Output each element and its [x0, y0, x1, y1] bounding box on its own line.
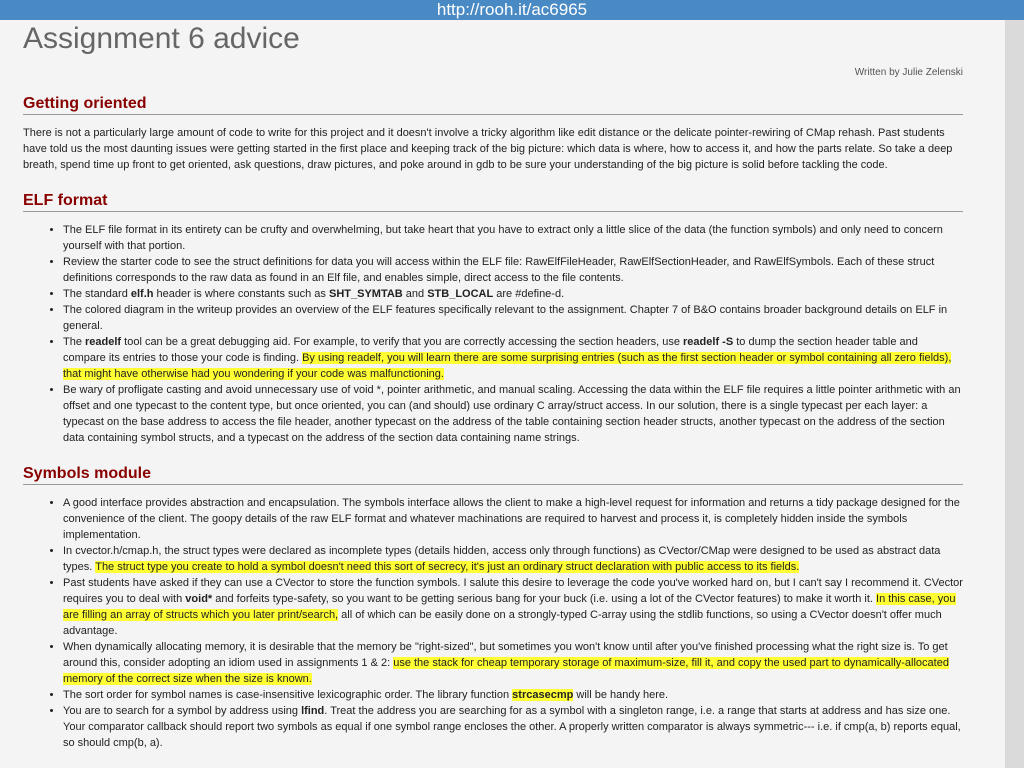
text-run: will be handy here.	[573, 689, 669, 701]
highlighted-text: In this case, you are filling an array of structs which you later print/search,	[63, 593, 956, 621]
text-run: header is where constants such as	[153, 288, 329, 300]
text-run: . Treat the address you are searching for as a symbol with a singleton range, i.e. a range that starts at address and has size one. Your comparator callback should report two symbols as equal if one symbol range encloses the other. A properly written comparator is always symmetric--- i.e. if cmp(a, b) reports equal, so should cmp(b, a).	[63, 705, 961, 749]
code-elf-h: elf.h	[130, 288, 154, 300]
list-item	[63, 495, 963, 543]
url-banner[interactable]	[0, 0, 1024, 20]
text-run: In cvector.h/cmap.h, the struct types were declared as incomplete types (details hidden, access only through functions) as CVector/CMap were designed to be used as abstract data types.	[63, 545, 941, 573]
code-readelf: readelf	[85, 336, 122, 348]
heading-getting-oriented: Getting oriented	[23, 94, 963, 115]
highlighted-text: use the stack for cheap temporary storage of maximum-size, fill it, and copy the used part to dynamically-allocated memory of the correct size when the size is known.	[63, 657, 949, 685]
elf-bullet-2: Review the starter code to see the struct definitions for data you will access within the ELF file: RawElfFileHeader, RawElfSectionHeader, and RawElfSymbols. Each of these struct definitions corresponds to the raw data as found in an Elf file, and enables simple, direct access to the file contents.	[63, 256, 935, 284]
code-stb-local: STB_LOCAL	[427, 288, 494, 300]
list-item	[63, 543, 963, 575]
list-item	[63, 334, 963, 382]
list-item	[63, 639, 963, 687]
code-sht-symtab: SHT_SYMTAB	[328, 288, 403, 300]
elf-bullet-6: Be wary of profligate casting and avoid unnecessary use of void *, pointer arithmetic, and manual scaling. Accessing the data within the ELF file requires a little pointer arithmetic with an offset and one typecast to the content type, but once oriented, you can (and should) use ordinary C array/struct access. In our solution, there is a single typecast per each layer: a typecast on the base address to access the file header, another typecast on the address of the table containing section header structs, another typecast on the address of the section data containing symbol structs, and a typecast on the address of the section data containing name strings.	[63, 384, 961, 444]
list-item	[63, 222, 963, 254]
text-run: and	[402, 288, 428, 300]
text-run: When dynamically allocating memory, it is desirable that the memory be "right-sized", but sometimes you won't know until after you've finished processing what the right size is. To get around this, consider adopting an idiom used in assignments 1 & 2:	[63, 641, 948, 669]
list-item	[63, 687, 963, 703]
list-item	[63, 286, 963, 302]
text-run: to dump the section header table and compare its entries to those your code is finding.	[63, 336, 918, 364]
text-run: are #define-d.	[493, 288, 565, 300]
text-run: and forfeits type-safety, so you want to be getting serious bang for your buck (i.e. using a lot of the CVector features) to make it worth it.	[212, 593, 877, 605]
url-text[interactable]: http://rooh.it/ac6965	[436, 0, 588, 19]
sym-bullet-1: A good interface provides abstraction and encapsulation. The symbols interface allows the client to make a high-level request for information and returns a tidy package designed for the convenience of the client. The goopy details of the raw ELF format and whatever machinations are required to harvest and process it, is completely hidden inside the symbols implementation.	[63, 497, 960, 541]
elf-bullet-4: The colored diagram in the writeup provides an overview of the ELF features specifically relevant to the assignment. Chapter 7 of B&O contains broader background details on ELF in general.	[63, 304, 948, 332]
code-void-ptr: void*	[185, 593, 213, 605]
right-margin-band	[1005, 20, 1024, 768]
list-item	[63, 254, 963, 286]
list-item	[63, 703, 963, 751]
code-lfind: lfind	[301, 705, 325, 717]
list-item	[63, 382, 963, 446]
code-strcasecmp: strcasecmp	[512, 689, 574, 701]
text-run: The standard	[63, 288, 131, 300]
heading-symbols-module: Symbols module	[23, 464, 963, 485]
text-run: The	[63, 336, 86, 348]
page-title: Assignment 6 advice	[23, 22, 300, 55]
highlighted-text: The struct type you create to hold a symbol doesn't need this sort of secrecy, it's just an ordinary struct declaration with public access to its fields.	[95, 561, 800, 573]
orient-paragraph: There is not a particularly large amount of code to write for this project and it doesn't involve a tricky algorithm like edit distance or the delicate pointer-rewiring of CMap rehash. Past students have told us the most daunting issues were getting started in the first place and keeping track of the big picture: which data is where, how to access it, and how the parts relate. So take a deep breath, spend time up front to get oriented, ask questions, draw pictures, and poke around in gdb to be sure your understanding of the big picture is solid before tackling the code.	[23, 127, 953, 171]
elf-bullet-1: The ELF file format in its entirety can be crufty and overwhelming, but take heart that you have to extract only a little slice of the data (the function symbols) and only need to concern yourself with that portion.	[63, 224, 943, 252]
text-run: You are to search for a symbol by address using	[63, 705, 302, 717]
byline: Written by Julie Zelenski	[854, 67, 963, 78]
code-readelf-s: readelf -S	[683, 336, 734, 348]
text-run: Past students have asked if they can use a CVector to store the function symbols. I salute this desire to leverage the code you've worked hard on, but I can't say I recommend it. CVector requires you to deal with	[63, 577, 963, 605]
text-run: tool can be a great debugging aid. For example, to verify that you are correctly accessing the section headers, use	[121, 336, 684, 348]
heading-elf-format: ELF format	[23, 191, 963, 212]
text-run: The sort order for symbol names is case-insensitive lexicographic order. The library function	[63, 689, 513, 701]
list-item	[63, 302, 963, 334]
highlighted-text: By using readelf, you will learn there are some surprising entries (such as the first section header or symbol containing all zero fields), that might have otherwise had you wondering if your code was malfunctioning.	[63, 352, 952, 380]
text-run: all of which can be easily done on a strongly-typed C-array using the stdlib functions, so using a CVector doesn't offer much advantage.	[63, 609, 942, 637]
symbols-list	[23, 495, 963, 751]
list-item	[63, 575, 963, 639]
elf-list	[23, 222, 963, 446]
document-body	[23, 20, 963, 751]
